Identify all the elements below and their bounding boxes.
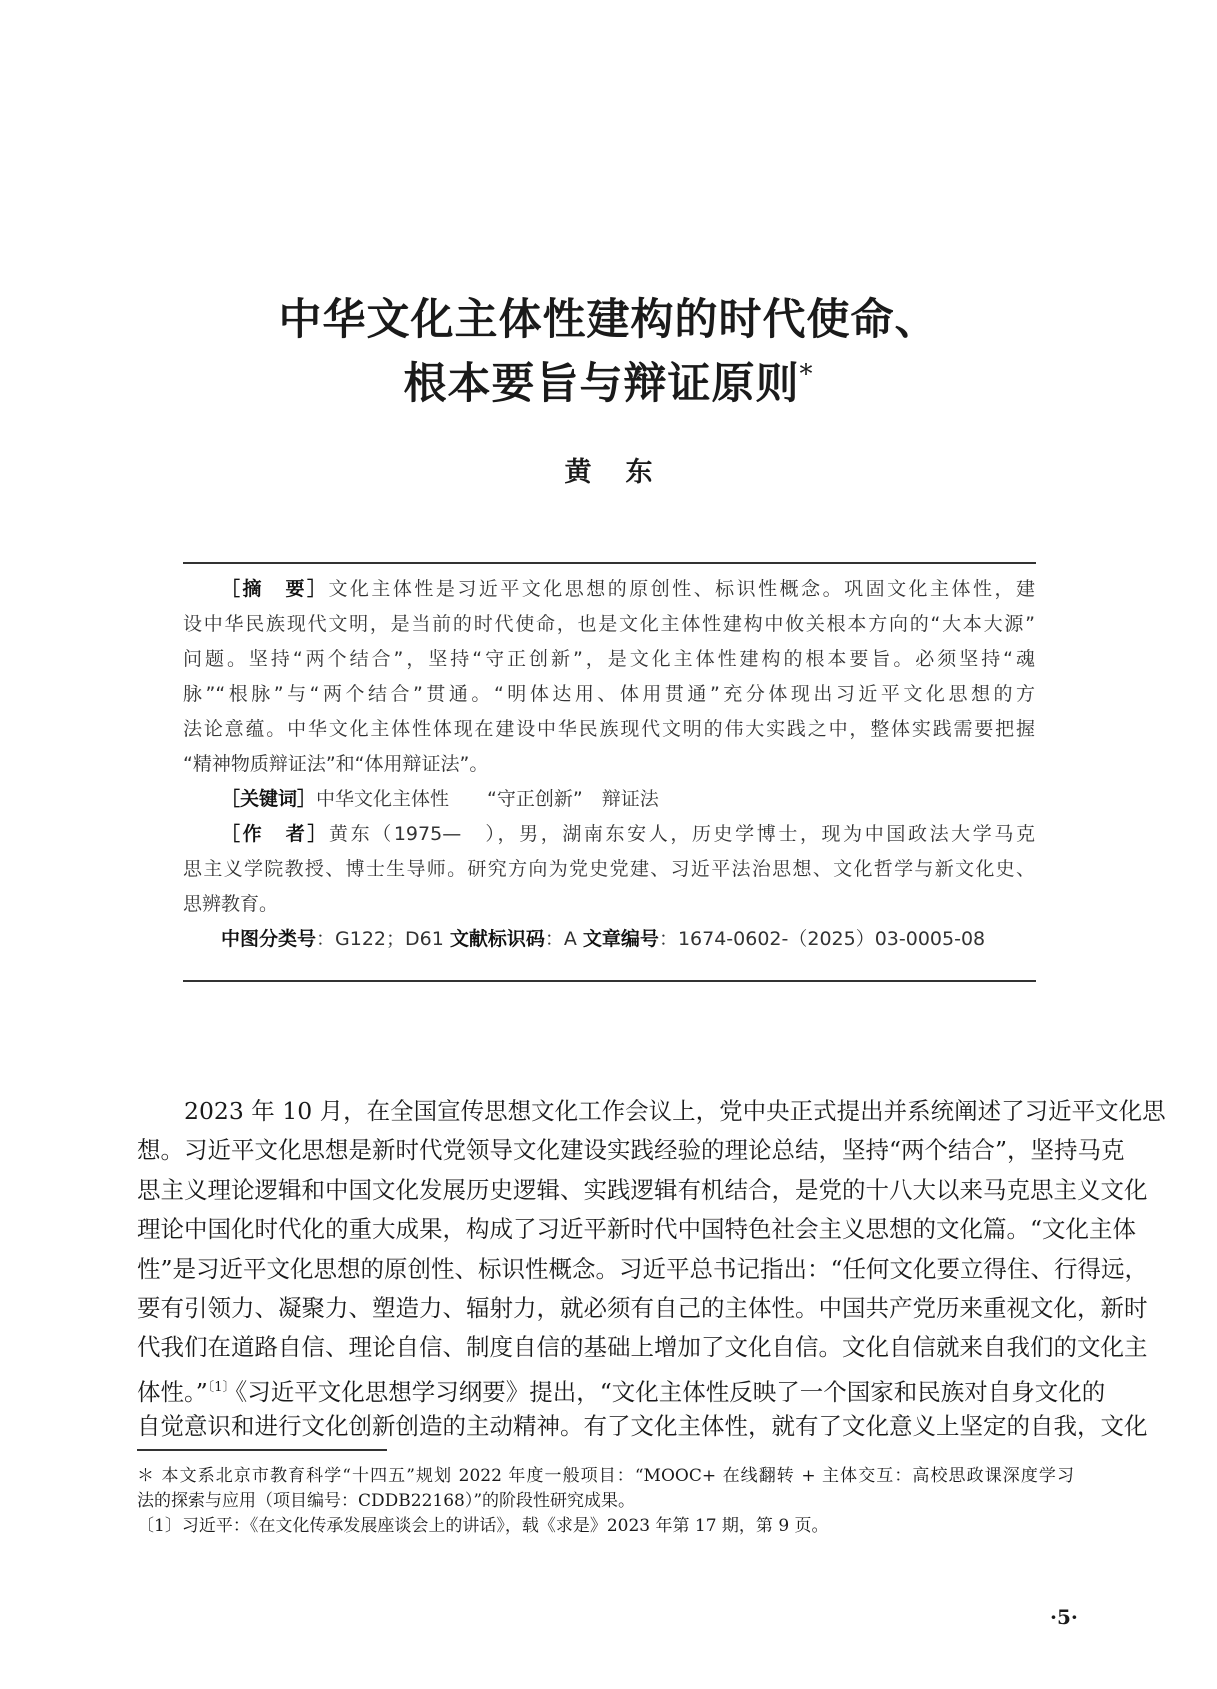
bottom-rule bbox=[183, 980, 1036, 982]
title-text: 根本要旨与辩证原则 bbox=[403, 359, 800, 409]
abstract-line bbox=[183, 572, 1035, 607]
abstract-label: ［摘 要］ bbox=[221, 578, 329, 600]
abstract-line: 问题。坚持“两个结合”，坚持“守正创新”，是文化主体性建构的根本要旨。必须坚持“魂 bbox=[183, 648, 1035, 670]
body-line: 思主义理论逻辑和中国文化发展历史逻辑、实践逻辑有机结合，是党的十八大以来马克思主义文化 bbox=[137, 1175, 1148, 1204]
keyword: “守正创新” bbox=[487, 788, 583, 810]
body-text-segment: 《习近平文化思想学习纲要》提出，“文化主体性反映了一个国家和民族对自身文化的 bbox=[235, 1377, 1106, 1406]
keywords-line bbox=[183, 782, 1035, 817]
body-line bbox=[137, 1368, 1106, 1407]
body-line: 2023 年 10 月，在全国宣传思想文化工作会议上，党中央正式提出并系统阐述了习近平文化思 bbox=[184, 1097, 1166, 1125]
keywords-label: ［关键词］ bbox=[221, 788, 317, 810]
doc-code-value: ：A bbox=[544, 928, 577, 950]
title-footnote-mark: * bbox=[799, 359, 814, 390]
body-text bbox=[137, 1092, 1166, 1447]
body-line: 性”是习近平文化思想的原创性、标识性概念。习近平总书记指出：“任何文化要立得住、行得远， bbox=[137, 1254, 1149, 1283]
page-number: ·5· bbox=[1050, 1605, 1078, 1629]
footnote-fund-line: ＊ 本文系北京市教育科学“十四五”规划 2022 年度一般项目：“MOOC+ 在线翻转 + 主体交互：高校思政课深度学习 bbox=[137, 1466, 1074, 1486]
body-line: 想。习近平文化思想是新时代党领导文化建设实践经验的理论总结，坚持“两个结合”，坚持马克 bbox=[137, 1136, 1125, 1165]
abstract-line: 设中华民族现代文明，是当前的时代使命，也是文化主体性建构中攸关根本方向的“大本大源” bbox=[183, 613, 1035, 635]
body-line: 要有引领力、凝聚力、塑造力、辐射力，就必须有自己的主体性。中国共产党历来重视文化，新时 bbox=[137, 1293, 1148, 1322]
abstract-line: 脉”“根脉”与“两个结合”贯通。“明体达用、体用贯通”充分体现出习近平文化思想的方 bbox=[183, 683, 1035, 705]
author-info-text: 黄东（1975— ），男，湖南东安人，历史学博士，现为中国政法大学马克 bbox=[329, 823, 1035, 845]
body-line: 代我们在道路自信、理论自信、制度自信的基础上增加了文化自信。文化自信就来自我们的文化主 bbox=[137, 1333, 1148, 1362]
classification-line bbox=[183, 922, 1035, 957]
author-info-line: 思辨教育。 bbox=[183, 893, 279, 915]
article-no-label: 文章编号 bbox=[582, 928, 659, 950]
clc-value: ：G122；D61 bbox=[316, 928, 444, 950]
title-line-2 bbox=[0, 350, 1217, 411]
body-line: 理论中国化时代化的重大成果，构成了习近平新时代中国特色社会主义思想的文化篇。“文化主体 bbox=[137, 1215, 1137, 1244]
keyword: 中华文化主体性 bbox=[316, 788, 450, 810]
clc-label: 中图分类号 bbox=[221, 928, 317, 950]
abstract-line: “精神物质辩证法”和“体用辩证法”。 bbox=[183, 753, 489, 775]
footnote-rule bbox=[137, 1449, 387, 1451]
title-line-1: 中华文化主体性建构的时代使命、 bbox=[278, 295, 939, 345]
author-info-line: 思主义学院教授、博士生导师。研究方向为党史党建、习近平法治思想、文化哲学与新文化史、 bbox=[183, 858, 1035, 880]
abstract-text: 文化主体性是习近平文化思想的原创性、标识性概念。巩固文化主体性，建 bbox=[328, 578, 1035, 600]
abstract-block bbox=[183, 572, 1035, 957]
author-info-line bbox=[183, 817, 1035, 852]
author-info-label: ［作 者］ bbox=[221, 823, 330, 845]
doc-code-label: 文献标识码 bbox=[449, 928, 545, 950]
keyword: 辩证法 bbox=[601, 788, 659, 810]
footnote-ref-1: 〔1〕习近平：《在文化传承发展座谈会上的讲话》，载《求是》2023 年第 17 期，第 9 页。 bbox=[137, 1516, 829, 1536]
body-text-segment: 体性。” bbox=[137, 1377, 208, 1406]
article-no-value: ：1674-0602-（2025）03-0005-08 bbox=[658, 928, 986, 950]
top-rule bbox=[183, 562, 1036, 564]
footnotes bbox=[137, 1464, 1074, 1539]
citation-ref-1[interactable]: 〔1〕 bbox=[207, 1379, 236, 1395]
body-line: 自觉意识和进行文化创新创造的主动精神。有了文化主体性，就有了文化意义上坚定的自我，文化 bbox=[137, 1412, 1148, 1441]
author-name: 黄东 bbox=[564, 457, 687, 488]
abstract-line: 法论意蕴。中华文化主体性体现在建设中华民族现代文明的伟大实践之中，整体实践需要把握 bbox=[183, 718, 1035, 740]
footnote-fund-line: 法的探索与应用（项目编号：CDDB22168）”的阶段性研究成果。 bbox=[137, 1491, 636, 1511]
